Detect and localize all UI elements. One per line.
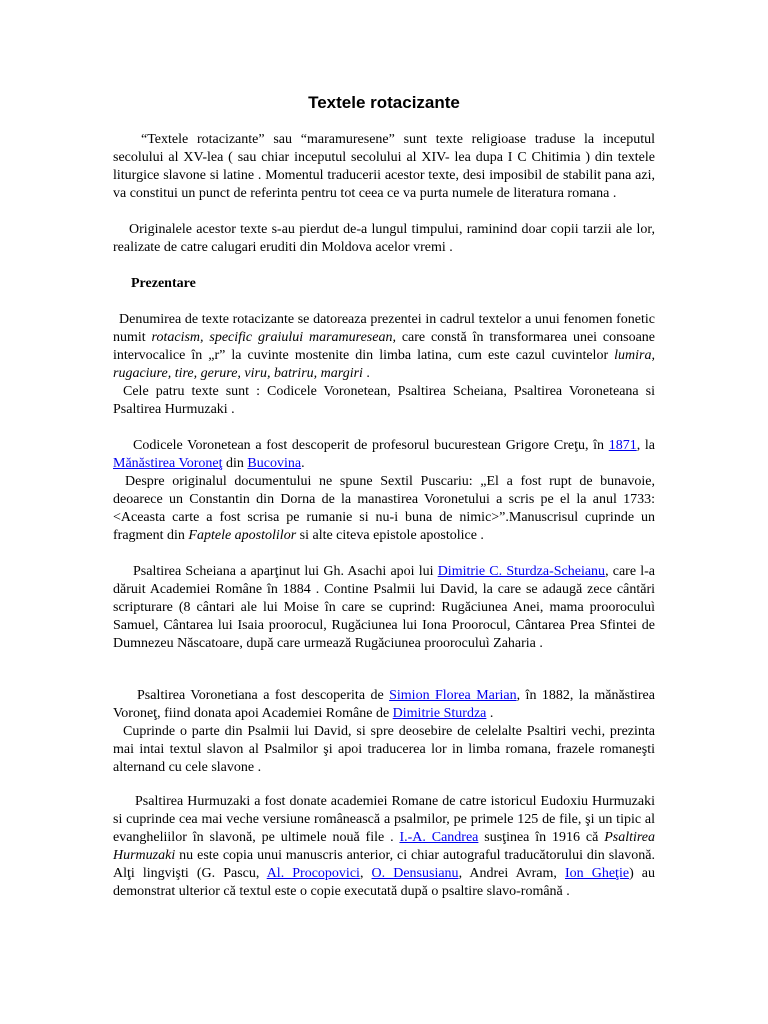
section-heading-prezentare: Prezentare	[131, 276, 196, 291]
quote-maramuresene: “maramuresene”	[300, 132, 395, 147]
hurmuzaki-text-d: ,	[359, 866, 372, 881]
voronetiana-paragraph-1	[113, 687, 655, 723]
scheiana-text-a: Psaltirea Scheiana a aparţinut lui Gh. Asachi apoi lui	[133, 564, 438, 579]
codicele-paragraph-2	[113, 473, 655, 545]
link-densusianu[interactable]: O. Densusianu	[371, 866, 459, 881]
prezentare-italic-cuvinte: lumira, rugaciure, tire, gerure, viru, batriru, margiri	[113, 348, 655, 381]
quote-rotacizante: “Textele rotacizante”	[141, 132, 265, 147]
hurmuzaki-paragraph	[113, 793, 655, 901]
prezentare-text-c: .	[362, 366, 370, 381]
prezentare-text-b: care constă în transformarea unei consoane intervocalice în „r” la cuvinte mostenite din limba latina, cum este cazul cuvintelor	[113, 330, 655, 363]
codicele-text-a: Codicele Voronetean a fost descoperit de profesorul bucurestean Grigore Creţu, în	[133, 438, 609, 453]
hurmuzaki-text-f: ) au demonstrat ulterior că textul este o copie executată după o psaltire slavo-română .	[113, 866, 656, 899]
link-manastirea-voronet[interactable]: Mănăstirea Voroneţ	[113, 456, 223, 471]
hurmuzaki-italic-title: Psaltirea Hurmuzaki	[113, 830, 655, 863]
link-bucovina[interactable]: Bucovina	[247, 456, 302, 471]
link-dimitrie-sturdza[interactable]: Dimitrie Sturdza	[392, 706, 487, 721]
scheiana-text-b: , care l-a dăruit Academiei Române în 1884 . Contine Psalmii lui David, la care se adaugă zece cântări scripturare (8 cântari ale lui Moise în care se cuprind: Rugăciunea Anei, mama prooroculuì Samuel, Cântarea lui Isaia proorocul, Rugăciunea lui Iona Proorocul, Cântarea Prea Sfintei de Dumnezeu Născatoare, după care urmează Rugăciunea prooroculuì Zaharia .	[113, 564, 655, 651]
link-ion-ghetie[interactable]: Ion Gheţie	[564, 866, 630, 881]
link-sturdza-scheianu[interactable]: Dimitrie C. Sturdza-Scheianu	[437, 564, 606, 579]
codicele-text-b: , la	[636, 438, 656, 453]
codicele-paragraph-1	[113, 437, 655, 473]
hurmuzaki-text-b: susţinea în 1916 că	[478, 830, 605, 845]
link-procopovici[interactable]: Al. Procopovici	[266, 866, 360, 881]
codicele-p2-text-b: si alte citeva epistole apostolice .	[296, 528, 484, 543]
prezentare-paragraph-2: Cele patru texte sunt : Codicele Voronetean, Psaltirea Scheiana, Psaltirea Voroneteana si Psaltirea Hurmuzaki .	[113, 384, 655, 417]
prezentare-italic-rotacism: rotacism, specific graiului maramuresean,	[151, 330, 396, 345]
link-candrea[interactable]: I.-A. Candrea	[399, 830, 479, 845]
codicele-text-d: .	[301, 456, 305, 471]
voronetiana-text-c: .	[486, 706, 494, 721]
link-1871[interactable]: 1871	[608, 438, 637, 453]
scheiana-paragraph	[113, 563, 655, 653]
codicele-italic-faptele: Faptele apostolilor	[188, 528, 297, 543]
prezentare-paragraph-1	[113, 311, 655, 383]
codicele-text-c: din	[222, 456, 248, 471]
link-simion-florea-marian[interactable]: Simion Florea Marian	[389, 688, 517, 703]
prezentare-text-a: Denumirea de texte rotacizante se datoreaza prezentei in cadrul textelor a unui fenomen fonetic numit	[113, 312, 655, 345]
intro-paragraph-2: Originalele acestor texte s-au pierdut de-a lungul timpului, raminind doar copii tarzii ale lor, realizate de catre calugari eruditi din Moldova acelor vremi .	[113, 222, 655, 255]
intro-text: sunt texte religioase traduse la inceputul secolului al XV-lea ( sau chiar inceputul secolului al XIV- lea dupa I C Chitimia ) din textele liturgice slavone si latine . Momentul traducerii acestor texte, desi imposibil de stabilit pana azi, va constitui un punct de referinta pentru tot ceea ce va purta numele de literatura romana .	[113, 132, 656, 201]
hurmuzaki-text-a: Psaltirea Hurmuzaki a fost donate academiei Romane de catre istoricul Eudoxiu Hurmuzaki si cuprinde cea mai veche versiune românească a psalmilor, pe primele 125 de file, şi un tipic al evangheliilor în slavonă, pe ultimele nouă file .	[113, 794, 655, 845]
voronetiana-text-b: , în 1882, la mănăstirea Voroneţ, fiind donata apoi Academiei Române de	[113, 688, 655, 721]
page-title: Textele rotacizante	[308, 93, 460, 112]
intro-paragraph-1	[113, 131, 655, 203]
voronetiana-paragraph-2: Cuprinde o parte din Psalmii lui David, si spre deosebire de celelalte Psaltiri vechi, prezinta mai intai textul slavon al Psalmilor şi apoi traducerea lor in limba romana, frazele romaneşti alternand cu cele slavone .	[113, 724, 655, 775]
hurmuzaki-text-e: , Andrei Avram,	[458, 866, 565, 881]
text-sau: sau	[264, 132, 301, 147]
voronetiana-text-a: Psaltirea Voronetiana a fost descoperita de	[137, 688, 390, 703]
codicele-p2-text-a: Despre originalul documentului ne spune Sextil Puscariu: „El a fost rupt de bunavoie, deoarece un Constantin din Dorna de la manastirea Voronetului a scris pe el la anul 1733: <Aceasta carte a fost scrisa pe rumanie si nu-i buna de nimic>”.Manuscrisul cuprinde un fragment din	[113, 474, 655, 543]
hurmuzaki-text-c: nu este copia unui manuscris anterior, ci chiar autograful traducătorului din slavonă. Alţi lingvişti (G. Pascu,	[113, 848, 655, 881]
